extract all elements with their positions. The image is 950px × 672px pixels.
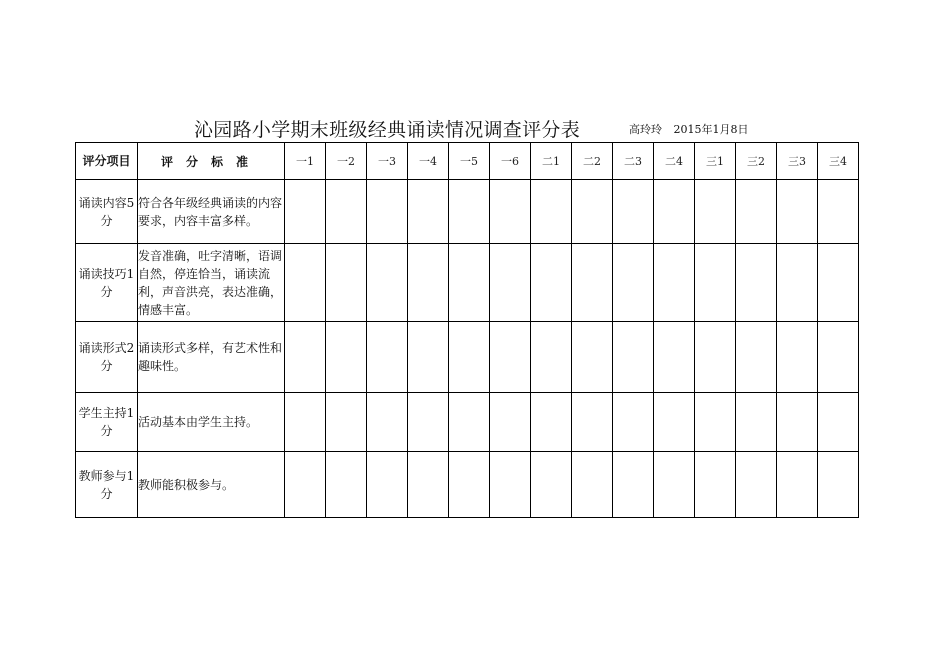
class-header: 三2 (736, 143, 777, 180)
score-cell[interactable] (285, 244, 326, 322)
score-table (75, 142, 859, 518)
score-cell[interactable] (736, 452, 777, 518)
table-row (76, 180, 859, 244)
score-cell[interactable] (572, 180, 613, 244)
class-header: 一2 (326, 143, 367, 180)
score-cell[interactable] (777, 322, 818, 393)
score-cell[interactable] (367, 244, 408, 322)
table-row (76, 322, 859, 393)
score-cell[interactable] (818, 322, 859, 393)
score-cell[interactable] (818, 393, 859, 452)
author-name: 高玲玲 (629, 123, 662, 136)
score-cell[interactable] (285, 393, 326, 452)
scoring-item: 学生主持1分 (76, 393, 138, 452)
score-cell[interactable] (654, 180, 695, 244)
header-row (76, 143, 859, 180)
score-cell[interactable] (449, 322, 490, 393)
score-cell[interactable] (449, 393, 490, 452)
score-cell[interactable] (818, 452, 859, 518)
class-header: 一6 (490, 143, 531, 180)
score-cell[interactable] (695, 393, 736, 452)
class-header: 二1 (531, 143, 572, 180)
class-header: 一4 (408, 143, 449, 180)
score-cell[interactable] (285, 322, 326, 393)
score-cell[interactable] (777, 393, 818, 452)
score-cell[interactable] (572, 244, 613, 322)
score-cell[interactable] (736, 244, 777, 322)
score-cell[interactable] (777, 452, 818, 518)
scoring-criteria: 符合各年级经典诵读的内容要求，内容丰富多样。 (138, 180, 285, 244)
score-cell[interactable] (326, 393, 367, 452)
score-cell[interactable] (490, 393, 531, 452)
score-cell[interactable] (367, 452, 408, 518)
scoring-criteria: 活动基本由学生主持。 (138, 393, 285, 452)
table-row (76, 393, 859, 452)
score-cell[interactable] (572, 393, 613, 452)
class-header: 二4 (654, 143, 695, 180)
criteria-column-header: 评分标准 (138, 143, 285, 180)
score-cell[interactable] (367, 322, 408, 393)
score-cell[interactable] (326, 180, 367, 244)
score-cell[interactable] (326, 322, 367, 393)
score-cell[interactable] (449, 244, 490, 322)
score-cell[interactable] (695, 322, 736, 393)
survey-date: 2015年1月8日 (673, 123, 749, 136)
score-cell[interactable] (613, 452, 654, 518)
score-cell[interactable] (613, 244, 654, 322)
class-header: 二3 (613, 143, 654, 180)
class-header: 三4 (818, 143, 859, 180)
score-cell[interactable] (695, 452, 736, 518)
table-row (76, 452, 859, 518)
score-cell[interactable] (818, 244, 859, 322)
class-header: 三3 (777, 143, 818, 180)
score-cell[interactable] (531, 244, 572, 322)
score-cell[interactable] (490, 180, 531, 244)
score-table-body (76, 180, 859, 518)
author-date (629, 121, 749, 137)
score-cell[interactable] (572, 452, 613, 518)
score-cell[interactable] (736, 180, 777, 244)
scoring-item: 诵读技巧1分 (76, 244, 138, 322)
score-cell[interactable] (408, 244, 449, 322)
scoring-criteria: 诵读形式多样，有艺术性和趣味性。 (138, 322, 285, 393)
score-cell[interactable] (818, 180, 859, 244)
scoring-criteria: 教师能积极参与。 (138, 452, 285, 518)
scoring-criteria: 发音准确，吐字清晰，语调自然，停连恰当，诵读流利，声音洪亮，表达准确，情感丰富。 (138, 244, 285, 322)
score-cell[interactable] (531, 452, 572, 518)
scoring-item: 诵读形式2分 (76, 322, 138, 393)
score-cell[interactable] (613, 322, 654, 393)
item-column-header: 评分项目 (76, 143, 138, 180)
score-cell[interactable] (408, 180, 449, 244)
table-row (76, 244, 859, 322)
scoring-item: 诵读内容5分 (76, 180, 138, 244)
score-cell[interactable] (285, 452, 326, 518)
score-cell[interactable] (285, 180, 326, 244)
score-cell[interactable] (490, 322, 531, 393)
score-cell[interactable] (654, 393, 695, 452)
class-header: 二2 (572, 143, 613, 180)
score-cell[interactable] (490, 244, 531, 322)
score-cell[interactable] (408, 393, 449, 452)
score-cell[interactable] (531, 180, 572, 244)
score-cell[interactable] (572, 322, 613, 393)
class-header: 一1 (285, 143, 326, 180)
score-cell[interactable] (367, 393, 408, 452)
score-cell[interactable] (695, 244, 736, 322)
score-cell[interactable] (367, 180, 408, 244)
score-cell[interactable] (654, 322, 695, 393)
score-cell[interactable] (449, 180, 490, 244)
page-title: 沁园路小学期末班级经典诵读情况调查评分表 (194, 119, 581, 141)
score-cell[interactable] (408, 452, 449, 518)
score-cell[interactable] (326, 452, 367, 518)
class-header: 一5 (449, 143, 490, 180)
score-cell[interactable] (449, 452, 490, 518)
score-cell[interactable] (531, 393, 572, 452)
score-cell[interactable] (490, 452, 531, 518)
title-row (0, 115, 950, 141)
score-cell[interactable] (654, 244, 695, 322)
score-cell[interactable] (531, 322, 572, 393)
score-cell[interactable] (326, 244, 367, 322)
score-cell[interactable] (736, 393, 777, 452)
class-header: 三1 (695, 143, 736, 180)
scoring-item: 教师参与1分 (76, 452, 138, 518)
score-cell[interactable] (695, 180, 736, 244)
score-cell[interactable] (613, 180, 654, 244)
score-cell[interactable] (777, 180, 818, 244)
class-header: 一3 (367, 143, 408, 180)
score-cell[interactable] (613, 393, 654, 452)
score-cell[interactable] (777, 244, 818, 322)
score-cell[interactable] (408, 322, 449, 393)
score-cell[interactable] (736, 322, 777, 393)
score-cell[interactable] (654, 452, 695, 518)
